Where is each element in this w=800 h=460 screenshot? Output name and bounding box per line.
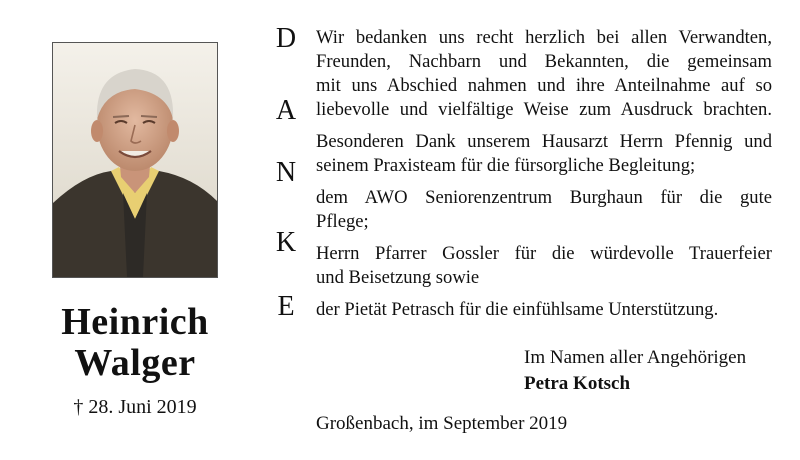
death-date: † 28. Juni 2019: [73, 396, 197, 418]
place-date: Großenbach, im September 2019: [316, 413, 568, 434]
text-line: seinem Praxisteam für die fürsorgliche Begleitung;: [316, 155, 696, 176]
text-line: Freunden, Nachbarn und Bekannten, die gemeinsam: [316, 51, 772, 72]
danke-letter-e: E: [277, 291, 295, 322]
text-line: Pflege;: [316, 211, 369, 232]
thanks-paragraph-pastor: [316, 242, 772, 290]
danke-letter-n: N: [275, 157, 297, 188]
text-line: Herrn Pfarrer Gossler für die würdevolle Trauerfeier: [316, 243, 772, 264]
thanks-paragraph-funeral-home: [316, 298, 772, 322]
danke-letter-a: A: [275, 95, 297, 126]
text-line: Besonderen Dank unserem Hausarzt Herrn Pfennig und: [316, 131, 772, 152]
first-name: Heinrich: [61, 301, 209, 343]
thanks-paragraph-doctor: [316, 130, 772, 178]
danke-letter-d: D: [275, 23, 297, 54]
signature-name: Petra Kotsch: [524, 373, 631, 394]
text-line: dem AWO Seniorenzentrum Burghaun für die gute: [316, 187, 772, 208]
portrait-photo: [52, 42, 218, 278]
text-line: liebevolle und vielfältige Weise zum Ausdruck brachten.: [316, 99, 772, 120]
thanks-paragraph-relatives: [316, 26, 772, 122]
text-line: der Pietät Petrasch für die einfühlsame Unterstützung.: [316, 299, 719, 320]
text-line: mit uns Abschied nahmen und ihre Anteilnahme auf so: [316, 75, 772, 96]
text-line: und Beisetzung sowie: [316, 267, 480, 288]
danke-letter-k: K: [275, 227, 297, 258]
text-line: Wir bedanken uns recht herzlich bei allen Verwandten,: [316, 27, 772, 48]
last-name: Walger: [74, 342, 196, 384]
thanks-paragraph-care-center: [316, 186, 772, 234]
signature-intro: Im Namen aller Angehörigen: [524, 347, 747, 368]
